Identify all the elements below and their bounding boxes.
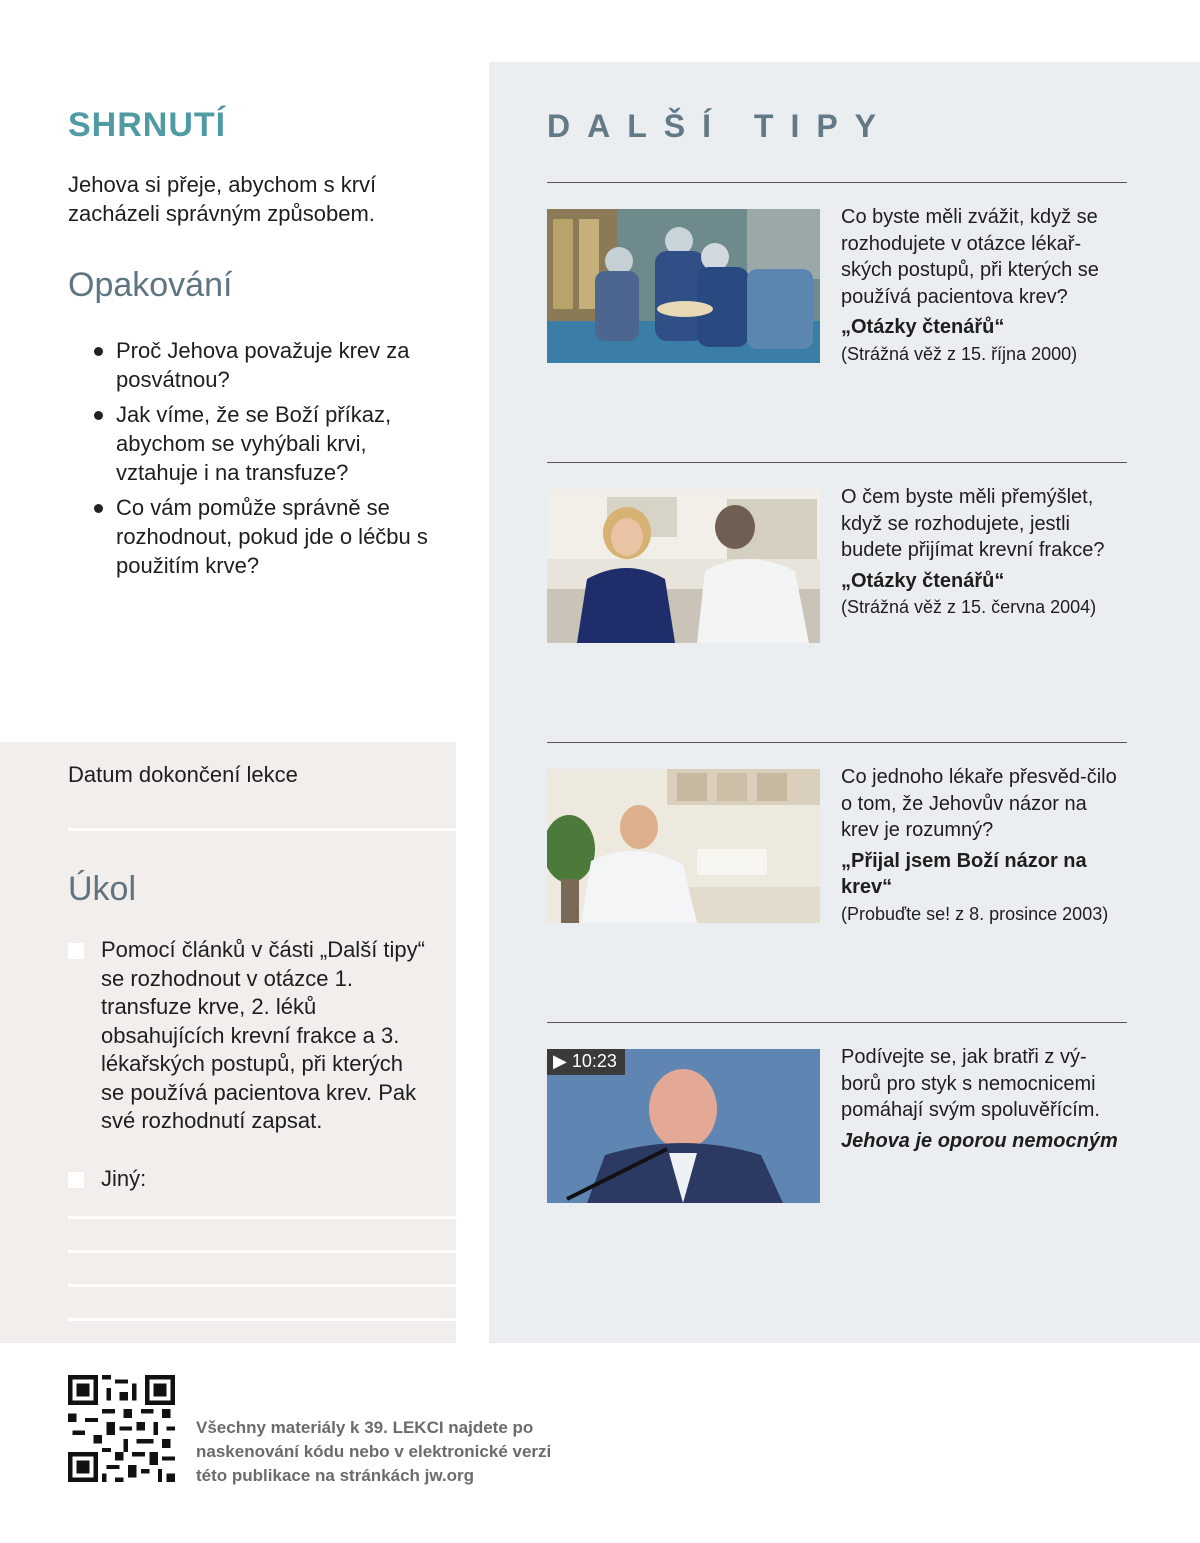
tip-text <box>841 204 1121 367</box>
task-checkbox-2[interactable] <box>68 1172 84 1188</box>
video-thumbnail[interactable] <box>547 1049 820 1203</box>
tip-source: (Strážná věž z 15. června 2004) <box>841 597 1097 617</box>
tip-text <box>841 1044 1121 1154</box>
video-duration-badge: ▶ 10:23 <box>547 1049 625 1075</box>
summary-text: Jehova si přeje, abychom s krví zacházeli správným způsobem. <box>68 172 377 226</box>
video-title[interactable]: Jehova je oporou nemocným <box>841 1129 1118 1152</box>
tip-text <box>841 764 1121 927</box>
tip-question: Co jednoho lékaře přesvěd-čilo o tom, že Jehovův názor na krev je rozumný? <box>841 766 1117 841</box>
completion-date-label: Datum dokončení lekce <box>68 762 298 787</box>
review-list <box>92 336 432 586</box>
qr-code[interactable] <box>68 1375 175 1482</box>
tip-article-title[interactable]: „Přijal jsem Boží názor na krev“ <box>841 849 1087 898</box>
review-title: Opakování <box>68 266 233 304</box>
tips-title: DALŠÍ TIPY <box>547 108 894 144</box>
doctor-consultation-photo[interactable] <box>547 489 820 643</box>
review-question: Jak víme, že se Boží příkaz, abychom se vyhýbali krvi, vztahuje i na transfuze? <box>92 400 432 487</box>
review-question: Proč Jehova považuje krev za posvátnou? <box>92 336 432 394</box>
surgery-photo[interactable] <box>547 209 820 363</box>
write-line[interactable] <box>68 1216 456 1219</box>
review-question: Co vám pomůže správně se rozhodnout, pokud jde o léčbu s použitím krve? <box>92 493 432 580</box>
doctor-desk-photo[interactable] <box>547 769 820 923</box>
tip-question: Co byste měli zvážit, když se rozhodujete v otázce lékař-ských postupů, při kterých se používá pacientova krev? <box>841 206 1099 308</box>
tip-divider <box>547 462 1127 463</box>
write-line[interactable] <box>68 1284 456 1287</box>
tip-source: (Strážná věž z 15. října 2000) <box>841 343 1078 364</box>
tip-text <box>841 484 1121 620</box>
tip-divider <box>547 742 1127 743</box>
task-checkbox-1[interactable] <box>68 943 84 959</box>
footer-text: Všechny materiály k 39. LEKCI najdete po naskenování kódu nebo v elektronické verzi této publikace na stránkách jw.org <box>196 1418 552 1485</box>
tip-question: Podívejte se, jak bratři z vý-borů pro styk s nemocnicemi pomáhají svým spoluvěřícím. <box>841 1046 1100 1121</box>
date-write-line[interactable] <box>68 828 456 831</box>
tip-article-title[interactable]: „Otázky čtenářů“ <box>841 316 1005 338</box>
summary-title: SHRNUTÍ <box>68 106 227 144</box>
task-text: Pomocí článků v části „Další tipy“ se rozhodnout v otázce 1. transfuze krve, 2. léků obsahujících krevní frakce a 3. lékařských postupů, při kterých se používá pacientova krev. Pak své rozhodnutí zapsat. <box>101 937 425 1133</box>
task-title: Úkol <box>68 870 137 908</box>
write-line[interactable] <box>68 1318 456 1321</box>
tip-divider <box>547 182 1127 183</box>
write-line[interactable] <box>68 1250 456 1253</box>
tip-article-title[interactable]: „Otázky čtenářů“ <box>841 569 1005 592</box>
other-label: Jiný: <box>101 1166 147 1191</box>
tip-divider <box>547 1022 1127 1023</box>
tip-question: O čem byste měli přemýšlet, když se rozhodujete, jestli budete přijímat krevní frakce? <box>841 486 1105 561</box>
tip-source: (Probuďte se! z 8. prosince 2003) <box>841 903 1109 924</box>
